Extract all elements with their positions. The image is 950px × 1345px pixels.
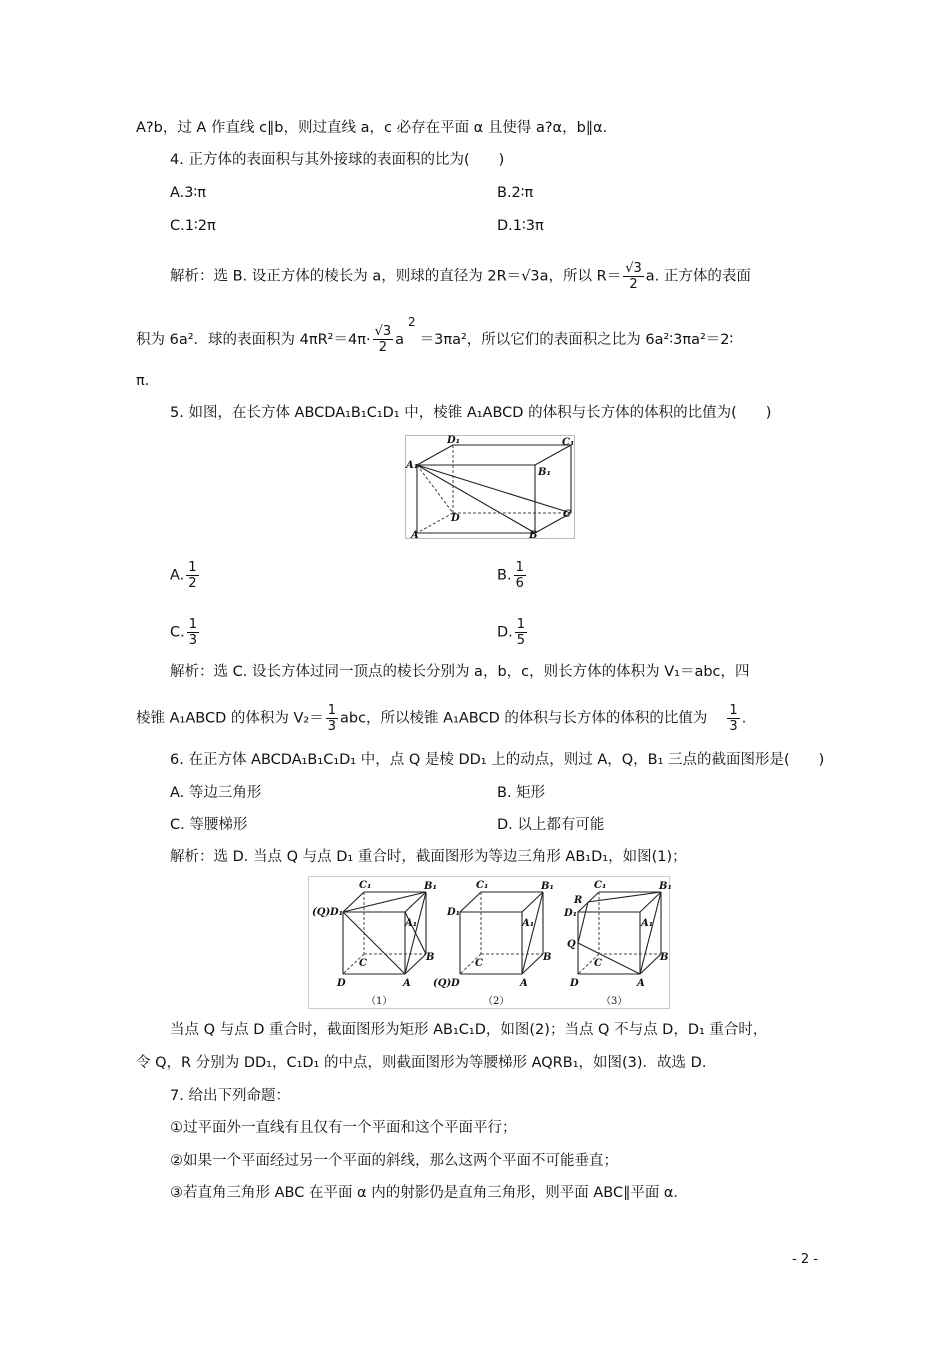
q5-cuboid-figure — [405, 435, 575, 539]
q4-solution-line-1 — [170, 261, 751, 292]
q4-solution-line-2 — [136, 315, 734, 356]
fraction — [623, 261, 644, 292]
q4-solution-line-3: π． — [136, 373, 160, 389]
fraction — [515, 617, 527, 648]
q5-option-c — [170, 617, 201, 648]
label-d: D — [451, 513, 460, 524]
q6-option-a: A. 等边三角形 — [170, 785, 262, 801]
q5-option-d — [497, 617, 529, 648]
label-d1: D₁ — [447, 435, 461, 446]
fraction-numerator: 1 — [188, 617, 198, 632]
q6-option-c: C. 等腰梯形 — [170, 817, 248, 833]
label-c1: C₁ — [562, 437, 575, 448]
q4-option-b: B.2∶π — [497, 185, 534, 201]
label-b1: B₁ — [538, 467, 551, 478]
fraction — [373, 324, 394, 355]
fraction — [326, 703, 338, 734]
fraction-numerator: √3 — [374, 324, 392, 340]
fraction-denominator: 3 — [729, 719, 738, 734]
q7-stem: 7. 给出下列命题： — [170, 1088, 290, 1104]
fraction-denominator: 2 — [188, 576, 197, 591]
fraction — [186, 560, 198, 591]
label-c: C — [563, 509, 571, 520]
q6-solution-line-3: 令 Q，R 分别为 DD₁，C₁D₁ 的中点，则截面图形为等腰梯形 AQRB₁，如图(3)．故选 D. — [136, 1055, 707, 1071]
q4-sol2-exponent: 2 — [408, 315, 416, 329]
q5-sol2-text-b: abc，所以棱锥 A₁ABCD 的体积与长方体的体积的比值为 — [339, 710, 708, 727]
fig1-label-b: B — [426, 952, 435, 963]
q6-solution-line-1: 解析：选 D. 当点 Q 与点 D₁ 重合时，截面图形为等边三角形 AB₁D₁，如图(1)； — [170, 849, 687, 865]
fraction-denominator: 6 — [515, 576, 524, 591]
q5-sol2-text-a: 棱锥 A₁ABCD 的体积为 V₂＝ — [136, 710, 324, 727]
fraction — [187, 617, 199, 648]
q5-option-a — [170, 560, 201, 591]
q5-solution-line-1: 解析：选 C. 设长方体过同一顶点的棱长分别为 a，b，c，则长方体的体积为 V₁＝abc，四 — [170, 664, 750, 680]
fraction-denominator: 3 — [327, 719, 336, 734]
fraction-numerator: 1 — [516, 617, 526, 632]
label-a1: A₁ — [406, 460, 419, 471]
q6-option-b: B. 矩形 — [497, 785, 546, 801]
fraction-numerator: √3 — [625, 261, 642, 276]
fig2-label-b1: B₁ — [541, 881, 554, 892]
fig2-label-d1: D₁ — [447, 907, 461, 918]
fig2-label-c: C — [475, 958, 483, 969]
q4-stem: 4. 正方体的表面积与其外接球的表面积的比为( ) — [170, 152, 505, 168]
q6-cube-figures — [308, 876, 670, 1009]
q4-option-a: A.3∶π — [170, 185, 207, 201]
q6-option-d: D. 以上都有可能 — [497, 817, 605, 833]
fig2-caption: （2） — [483, 996, 510, 1007]
fraction-numerator: 1 — [188, 560, 197, 575]
fig3-label-q: Q — [567, 939, 576, 950]
page-number: - 2 - — [792, 1252, 818, 1267]
fig3-label-b1: B₁ — [659, 881, 672, 892]
option-prefix: B. — [497, 567, 512, 584]
q5-solution-line-2 — [136, 703, 746, 734]
fraction-numerator: 1 — [515, 560, 524, 575]
q4-sol-text-a: 解析：选 B. 设正方体的棱长为 a，则球的直径为 2R＝ — [170, 268, 522, 285]
fraction-denominator: 5 — [516, 633, 526, 648]
q7-item-1: ①过平面外一直线有且仅有一个平面和这个平面平行； — [170, 1120, 517, 1136]
q4-sol2-text-a: 积为 6a²．球的表面积为 4πR²＝4π· — [136, 331, 371, 348]
fig1-caption: （1） — [366, 996, 393, 1007]
q6-stem: 6. 在正方体 ABCDA₁B₁C₁D₁ 中，点 Q 是棱 DD₁ 上的动点，则过 A，Q，B₁ 三点的截面图形是( ) — [170, 752, 825, 768]
label-b: B — [529, 530, 538, 541]
fig2-label-d: D — [451, 978, 460, 989]
fig3-label-b: B — [660, 952, 669, 963]
fraction-denominator: 2 — [378, 340, 387, 356]
q5-stem: 5. 如图，在长方体 ABCDA₁B₁C₁D₁ 中，棱锥 A₁ABCD 的体积与长方体的体积的比值为( ) — [170, 405, 772, 421]
fig3-label-c1: C₁ — [594, 880, 607, 891]
fig2-label-b: B — [543, 952, 552, 963]
fig3-label-a1: A₁ — [641, 918, 654, 929]
q7-item-2: ②如果一个平面经过另一个平面的斜线，那么这两个平面不可能垂直； — [170, 1153, 618, 1169]
fraction-numerator: 1 — [327, 703, 336, 718]
cuboid-diagram — [405, 435, 575, 539]
fig1-label-a: A — [403, 978, 411, 989]
q4-sol2-text-b: a — [395, 331, 405, 348]
fig1-label-a1: A₁ — [405, 918, 418, 929]
cube-diagrams — [308, 876, 670, 1009]
fig1-label-c: C — [359, 958, 367, 969]
fraction — [514, 560, 526, 591]
fig1-label-d: D — [337, 978, 346, 989]
q4-sol-text-b: √3a，所以 R＝ — [521, 268, 622, 285]
prev-question-tail: A?b，过 A 作直线 c∥b，则过直线 a，c 必存在平面 α 且使得 a?α，b∥α． — [136, 120, 618, 136]
fig1-label-b1: B₁ — [424, 881, 437, 892]
q4-sol-text-c: a. 正方体的表面 — [645, 268, 751, 285]
fig1-label-d1: D₁ — [330, 907, 344, 918]
fraction-denominator: 3 — [188, 633, 198, 648]
q6-solution-line-2: 当点 Q 与点 D 重合时，截面图形为矩形 AB₁C₁D，如图(2)；当点 Q 不与点 D，D₁ 重合时， — [170, 1022, 768, 1038]
fig2-label-c1: C₁ — [476, 880, 489, 891]
q5-sol2-text-c: . — [741, 710, 747, 727]
fraction-denominator: 2 — [629, 277, 638, 292]
option-prefix: A. — [170, 567, 185, 584]
label-a: A — [411, 530, 419, 541]
q4-option-c: C.1∶2π — [170, 218, 216, 234]
fig2-label-a1: A₁ — [522, 918, 535, 929]
q4-option-d: D.1∶3π — [497, 218, 544, 234]
q5-option-b — [497, 560, 528, 591]
fig3-label-r: R — [574, 895, 583, 906]
fig3-label-d: D — [570, 978, 579, 989]
fig3-caption: （3） — [601, 996, 628, 1007]
fraction — [727, 703, 739, 734]
q7-item-3: ③若直角三角形 ABC 在平面 α 内的射影仍是直角三角形，则平面 ABC∥平面 α． — [170, 1185, 688, 1201]
fig2-label-q: (Q) — [433, 978, 452, 989]
fig3-label-c: C — [594, 958, 602, 969]
fig3-label-a: A — [637, 978, 645, 989]
fraction-numerator: 1 — [729, 703, 738, 718]
option-prefix: D. — [497, 624, 513, 641]
fig1-label-q: (Q) — [312, 907, 331, 918]
fig1-label-c1: C₁ — [359, 880, 372, 891]
option-prefix: C. — [170, 624, 185, 641]
fig3-label-d1: D₁ — [564, 908, 578, 919]
fig2-label-a: A — [520, 978, 528, 989]
q4-sol2-text-c: ＝3πa²，所以它们的表面积之比为 6a²∶3πa²＝2∶ — [419, 331, 734, 348]
